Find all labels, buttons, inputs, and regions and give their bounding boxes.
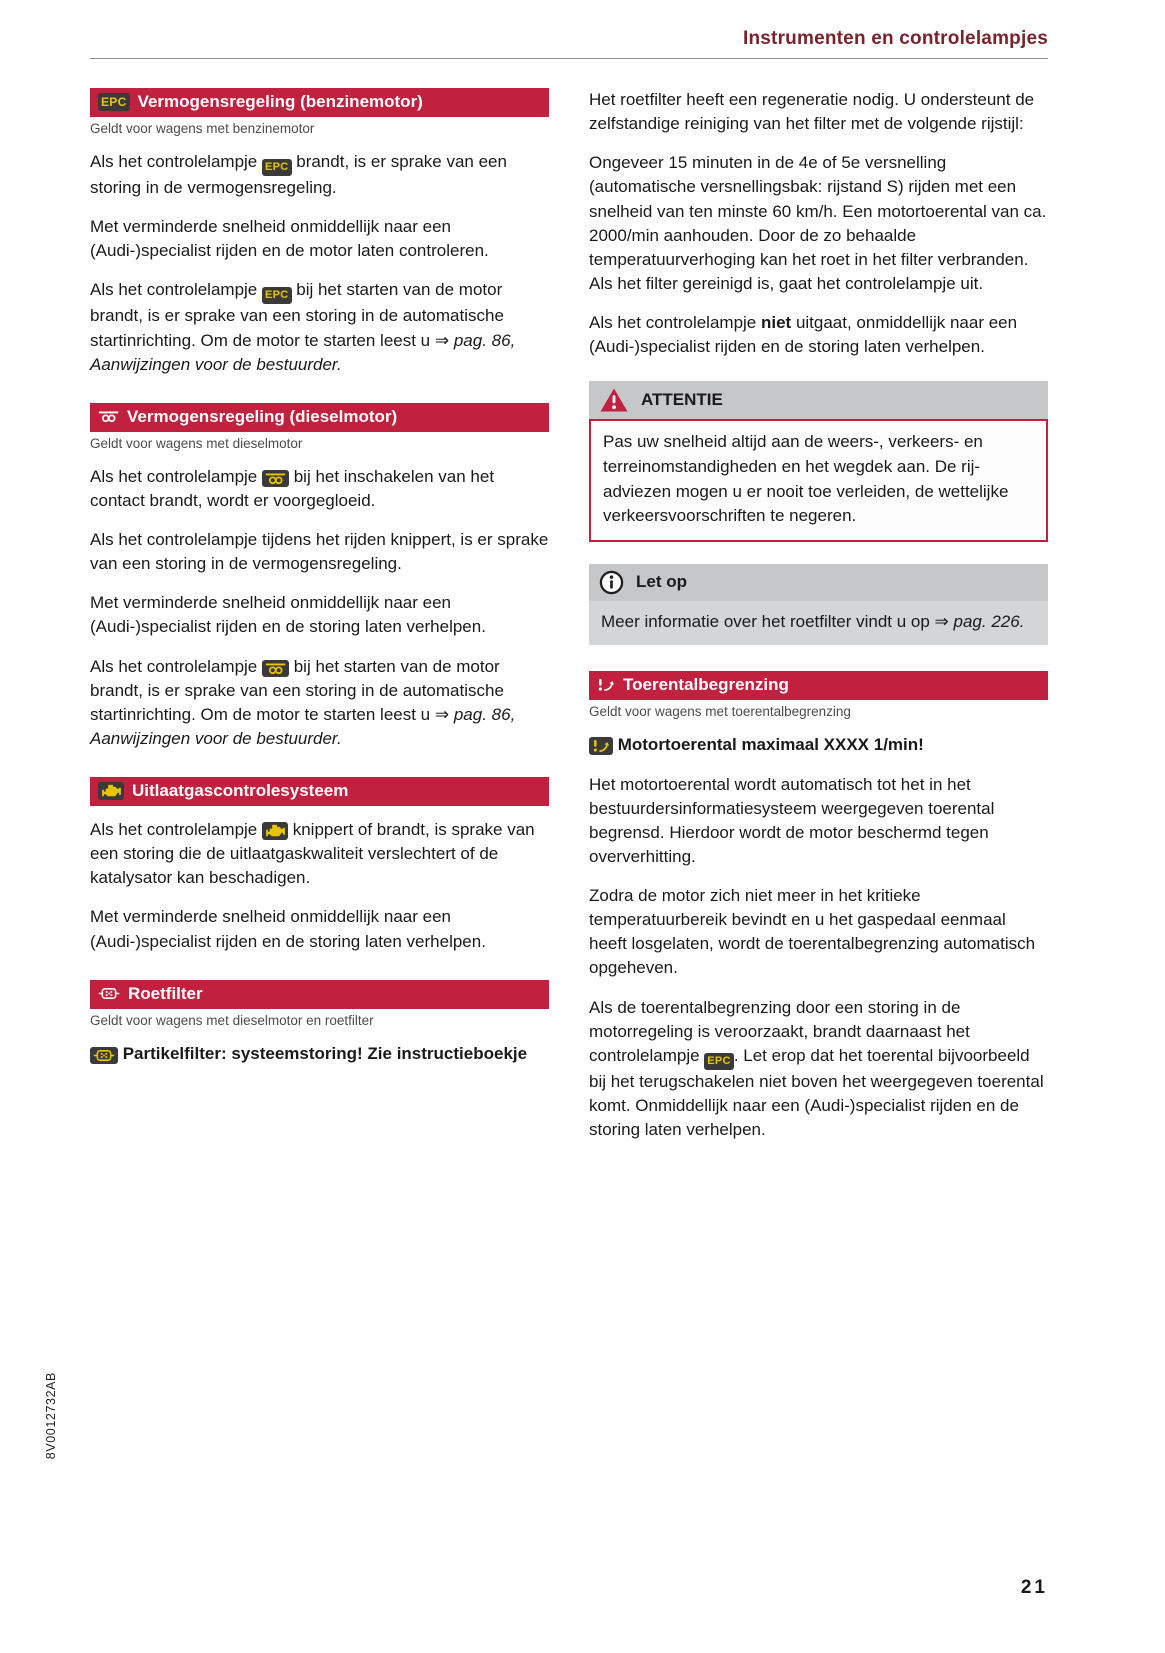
section-title: Toerentalbegrenzing (623, 675, 789, 695)
text-run: Als het controlelampje (589, 313, 761, 332)
warning-box (589, 381, 1048, 542)
reference-text: pag. 86, Aanwijzingen voor de bestuurder. (90, 704, 516, 748)
paragraph (589, 151, 1048, 296)
warning-body (589, 419, 1048, 542)
section-banner (90, 403, 549, 432)
text-run: Met verminderde snelheid onmiddellijk naar een (Audi-)specialist rijden en de motor laten controleren. (90, 217, 489, 261)
spine-code: 8V0012732AB (44, 1372, 58, 1460)
paragraph (90, 905, 549, 953)
text-run: Met verminderde snelheid onmiddellijk naar een (Audi-)specialist rijden en de storing laten verhelpen. (90, 907, 486, 951)
text-run: uitgaat, onmiddellijk naar een (Audi-)specialist rijden en de storing laten verhelpen. (589, 313, 1018, 357)
text-run: ⇒ (434, 330, 454, 350)
glow-icon (262, 470, 289, 487)
page-number: 21 (1020, 1577, 1048, 1598)
epc-icon: EPC (704, 1053, 734, 1070)
paragraph (589, 311, 1048, 359)
section-title: Vermogensregeling (dieselmotor) (127, 406, 398, 426)
text-run: Het roetfilter heeft een regeneratie nodig. U ondersteunt de zelfstandige reiniging van het filter met de volgende rijstijl: (589, 90, 1035, 134)
text-run: . Let erop dat het toerental bijvoorbeeld bij het terugschakelen niet boven het weergegeven toerental komt. Onmiddellijk naar een (Audi-)specialist rijden en de storing laten verhelpen. (589, 1045, 1044, 1140)
engine-icon (262, 822, 288, 840)
display-message (589, 733, 1048, 757)
reference-text: pag. 226. (953, 611, 1025, 631)
dpf-icon (98, 987, 120, 1000)
text-run: Partikelfilter: systeemstoring! Zie instructieboekje (118, 1043, 528, 1063)
dpf-icon (90, 1047, 118, 1064)
text-run: ⇒ (934, 611, 954, 631)
page-title: Instrumenten en controlelampjes (743, 28, 1048, 49)
epc-icon: EPC (262, 287, 292, 304)
paragraph (90, 655, 549, 752)
note-box (589, 564, 1048, 646)
warning-title: ATTENTIE (641, 390, 723, 410)
paragraph (90, 150, 549, 200)
paragraph (90, 465, 549, 513)
text-run: Motortoerental maximaal XXXX 1/min! (613, 735, 924, 755)
section-title: Uitlaatgascontrolesysteem (132, 781, 349, 800)
section-banner (589, 671, 1048, 700)
page-header (90, 28, 1048, 59)
text-run: Zodra de motor zich niet meer in het kritieke temperatuurbereik bevindt en u het gaspedaal eenmaal heeft losgelaten, wordt de toerentalbegrenzing automatisch opgeheven. (589, 886, 1036, 978)
text-run: knippert of brandt, is sprake van een storing die de uitlaatgaskwaliteit verslechtert of de katalysator kan beschadigen. (90, 820, 535, 888)
applicability-note: Geldt voor wagens met dieselmotor en roetfilter (90, 1012, 374, 1028)
paragraph (90, 591, 549, 639)
applicability-note: Geldt voor wagens met benzinemotor (90, 121, 315, 136)
paragraph (589, 88, 1048, 136)
paragraph (90, 215, 549, 263)
glow-icon (98, 410, 119, 423)
applicability-note: Geldt voor wagens met toerentalbegrenzing (589, 704, 851, 720)
engine-icon (98, 782, 124, 800)
glow-icon (262, 660, 289, 677)
paragraph (90, 528, 549, 576)
note-header (589, 564, 1048, 601)
paragraph (589, 884, 1048, 981)
section-banner (90, 980, 549, 1009)
text-run: Als het controlelampje (90, 152, 262, 171)
text-run: bij het starten van de motor brandt, is er sprake van een storing in de automatische startinrichting. Om de motor te starten leest u (90, 656, 504, 724)
left-column (90, 88, 549, 1157)
paragraph (589, 773, 1048, 870)
text-run: bij het inschakelen van het contact brandt, wordt er voorgegloeid. (90, 466, 495, 510)
bold-text: niet (760, 313, 792, 332)
text-run: bij het starten van de motor brandt, is er sprake van een storing in de automatische startinrichting. Om de motor te starten leest u (90, 280, 504, 350)
page-content (90, 88, 1048, 1157)
text-run: ⇒ (434, 704, 454, 724)
text-run: Als het controlelampje (90, 820, 262, 839)
warning-text: Pas uw snelheid altijd aan de weers-, verkeers- en terreinomstandigheden en het wegdek aan. De rij-adviezen mogen u er nooit toe verleiden, de wettelijke verkeersvoorschriften te negeren. (603, 432, 1009, 526)
text-run: brandt, is er sprake van een storing in de vermogensregeling. (90, 152, 507, 197)
display-message (90, 1042, 549, 1066)
paragraph (589, 996, 1048, 1143)
reference-text: pag. 86, Aanwijzingen voor de bestuurder. (90, 330, 516, 374)
text-run: Het motortoerental wordt automatisch tot het in het bestuurdersinformatiesysteem weergegeven toerental begrensd. Hierdoor wordt de motor beschermd tegen oververhitting. (589, 774, 995, 866)
text-run: Als het controlelampje tijdens het rijden knippert, is er sprake van een storing in de vermogensregeling. (90, 530, 549, 574)
text-run: Als het controlelampje (90, 656, 262, 676)
warning-icon (599, 387, 629, 413)
paragraph (90, 278, 549, 376)
section-banner (90, 88, 549, 117)
info-icon (599, 570, 624, 595)
text-run: Ongeveer 15 minuten in de 4e of 5e versnelling (automatische versnellingsbak: rijstand S) rijden met een snelheid van ten minste 60 km/h. Een motortoerental van ca. 2000/min aanhouden. Door de zo behaalde temperatuurverhoging kan het roet in het filter verbranden. Als het filter gereinigd is, gaat het controlelampje uit. (589, 153, 1047, 293)
text-run: Meer informatie over het roetfilter vindt u op (601, 611, 935, 631)
right-column (589, 88, 1048, 1157)
note-body (589, 601, 1048, 646)
text-run: Als het controlelampje (90, 466, 262, 486)
rpm-icon (597, 678, 615, 692)
text-run: Als de toerentalbegrenzing door een storing in de motorregeling is veroorzaakt, brandt daarnaast het controlelampje (589, 997, 970, 1065)
section-title: Roetfilter (128, 983, 203, 1003)
text-run: Met verminderde snelheid onmiddellijk naar een (Audi-)specialist rijden en de storing laten verhelpen. (90, 593, 486, 637)
epc-icon: EPC (262, 159, 292, 176)
paragraph (90, 818, 549, 890)
note-title: Let op (636, 572, 687, 592)
section-title: Vermogensregeling (benzinemotor) (137, 92, 423, 111)
note-text (601, 610, 1036, 635)
epc-icon: EPC (98, 93, 130, 111)
text-run: Als het controlelampje (90, 280, 262, 300)
header-rule (90, 58, 1048, 59)
section-banner (90, 777, 549, 806)
rpm-icon (589, 737, 613, 755)
applicability-note: Geldt voor wagens met dieselmotor (90, 435, 303, 451)
warning-header (589, 381, 1048, 419)
